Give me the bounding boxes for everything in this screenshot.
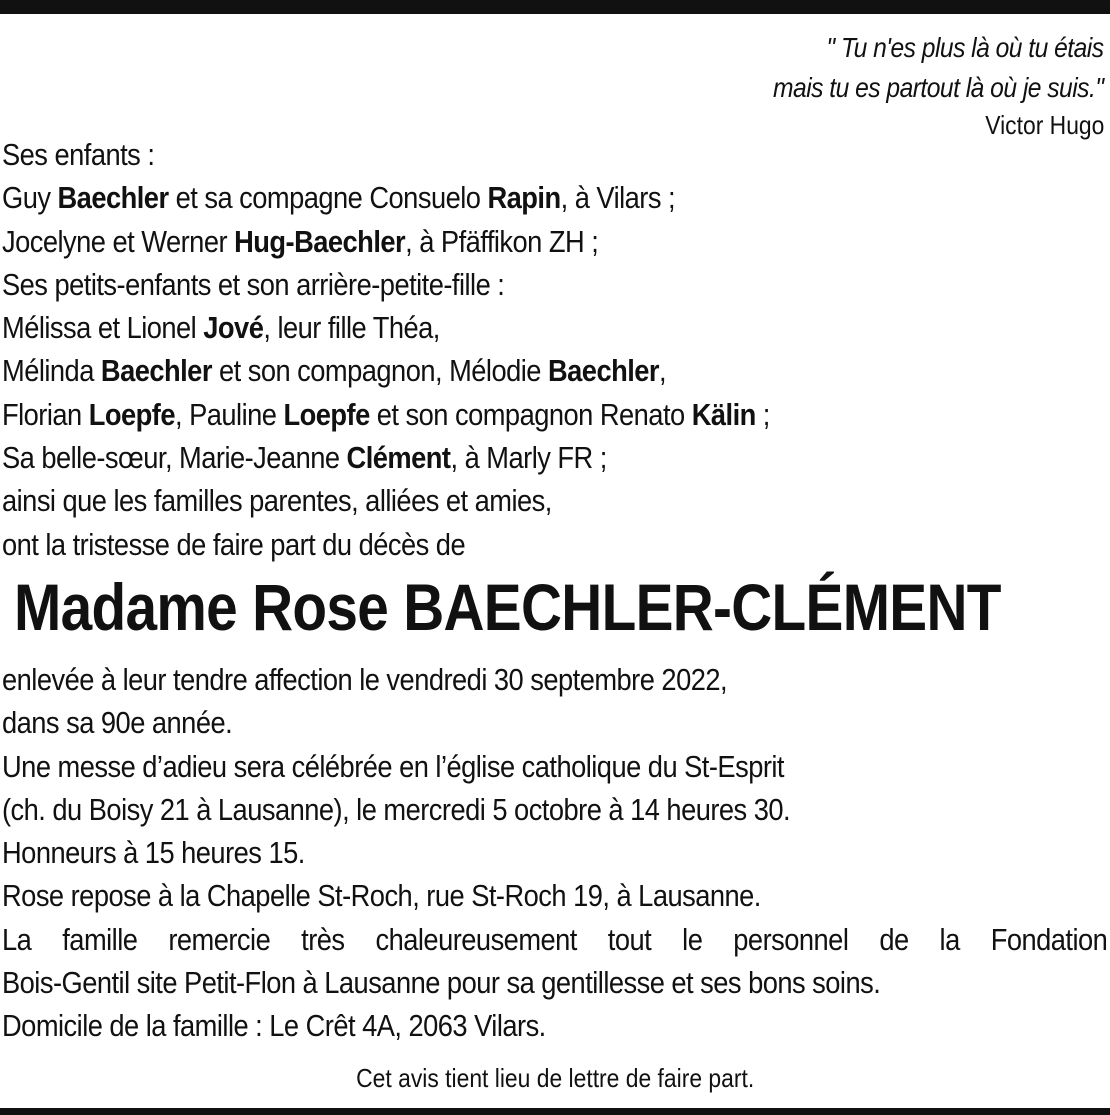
family-text: , à Vilars ; [560, 180, 676, 216]
family-text: ont la tristesse de faire part du décès de [2, 526, 466, 562]
family-text: Ses petits-enfants et son arrière-petite-fille : [2, 266, 505, 302]
deceased-name: Madame Rose BAECHLER-CLÉMENT [14, 570, 1001, 644]
family-surname: Clément [346, 440, 451, 476]
family-line [2, 176, 770, 219]
family-surname: Hug-Baechler [234, 223, 406, 259]
family-surname: Loepfe [88, 396, 176, 432]
family-text: ainsi que les familles parentes, alliées et amies, [2, 483, 552, 519]
family-text: , leur fille Théa, [263, 310, 440, 346]
family-text: Mélinda [2, 353, 101, 389]
family-text: , [659, 353, 667, 389]
family-text: , à Pfäffikon ZH ; [405, 223, 599, 259]
thanks-line-1: La famille remercie très chaleureusement tout le personnel de la Fondation [2, 921, 1108, 957]
family-text: Guy [2, 180, 58, 216]
quote-line-1: " Tu n'es plus là où tu étais [826, 32, 1104, 63]
family-text: Ses enfants : [2, 137, 155, 172]
family-surname: Jové [203, 310, 264, 346]
footer-note-text: Cet avis tient lieu de lettre de faire part. [355, 1063, 755, 1093]
family-line [2, 263, 770, 306]
family-text: , à Marly FR ; [450, 440, 607, 476]
family-text: , Pauline [175, 396, 284, 432]
family-surname: Baechler [100, 353, 212, 389]
funeral-details [2, 658, 1107, 1048]
family-line [2, 479, 770, 522]
family-text: Jocelyne et Werner [2, 223, 235, 259]
top-border-rule [0, 0, 1110, 14]
family-line [2, 220, 770, 263]
family-text: Mélissa et Lionel [2, 310, 204, 346]
family-text: et sa compagne Consuelo [168, 180, 488, 216]
quote-author: Victor Hugo [984, 110, 1104, 140]
bottom-border-rule [0, 1108, 1110, 1115]
epigraph-quote [774, 28, 1104, 108]
details-line: enlevée à leur tendre affection le vendredi 30 septembre 2022, [2, 662, 728, 697]
family-surname: Loepfe [283, 396, 370, 432]
details-line: (ch. du Boisy 21 à Lausanne), le mercredi 5 octobre à 14 heures 30. [2, 791, 791, 827]
thanks-line-2: Bois-Gentil site Petit-Flon à Lausanne pour sa gentillesse et ses bons soins. [2, 965, 881, 1001]
family-line [2, 436, 770, 479]
family-line [2, 523, 770, 566]
family-line [2, 349, 770, 392]
family-text: Sa belle-sœur, Marie-Jeanne [2, 440, 347, 476]
details-line: Une messe d’adieu sera célébrée en l’église catholique du St-Esprit [2, 748, 784, 784]
family-line [2, 133, 770, 176]
family-surname: Baechler [547, 353, 660, 389]
family-surname: Baechler [57, 180, 169, 216]
family-surname: Rapin [487, 180, 561, 216]
family-text: Florian [2, 396, 89, 432]
family-text: et son compagnon Renato [369, 396, 692, 432]
details-line: Rose repose à la Chapelle St-Roch, rue St-Roch 19, à Lausanne. [2, 878, 761, 914]
family-line [2, 306, 770, 349]
family-surname: Kälin [691, 396, 756, 432]
family-announcement [2, 133, 770, 566]
footer-note [0, 1060, 1110, 1096]
family-text: ; [755, 396, 770, 432]
details-line: dans sa 90e année. [2, 705, 233, 741]
quote-line-2: mais tu es partout là où je suis." [773, 72, 1104, 103]
details-line: Honneurs à 15 heures 15. [2, 835, 305, 871]
family-text: et son compagnon, Mélodie [211, 353, 548, 389]
family-line [2, 393, 770, 436]
family-domicile: Domicile de la famille : Le Crêt 4A, 2063 Vilars. [2, 1008, 546, 1044]
